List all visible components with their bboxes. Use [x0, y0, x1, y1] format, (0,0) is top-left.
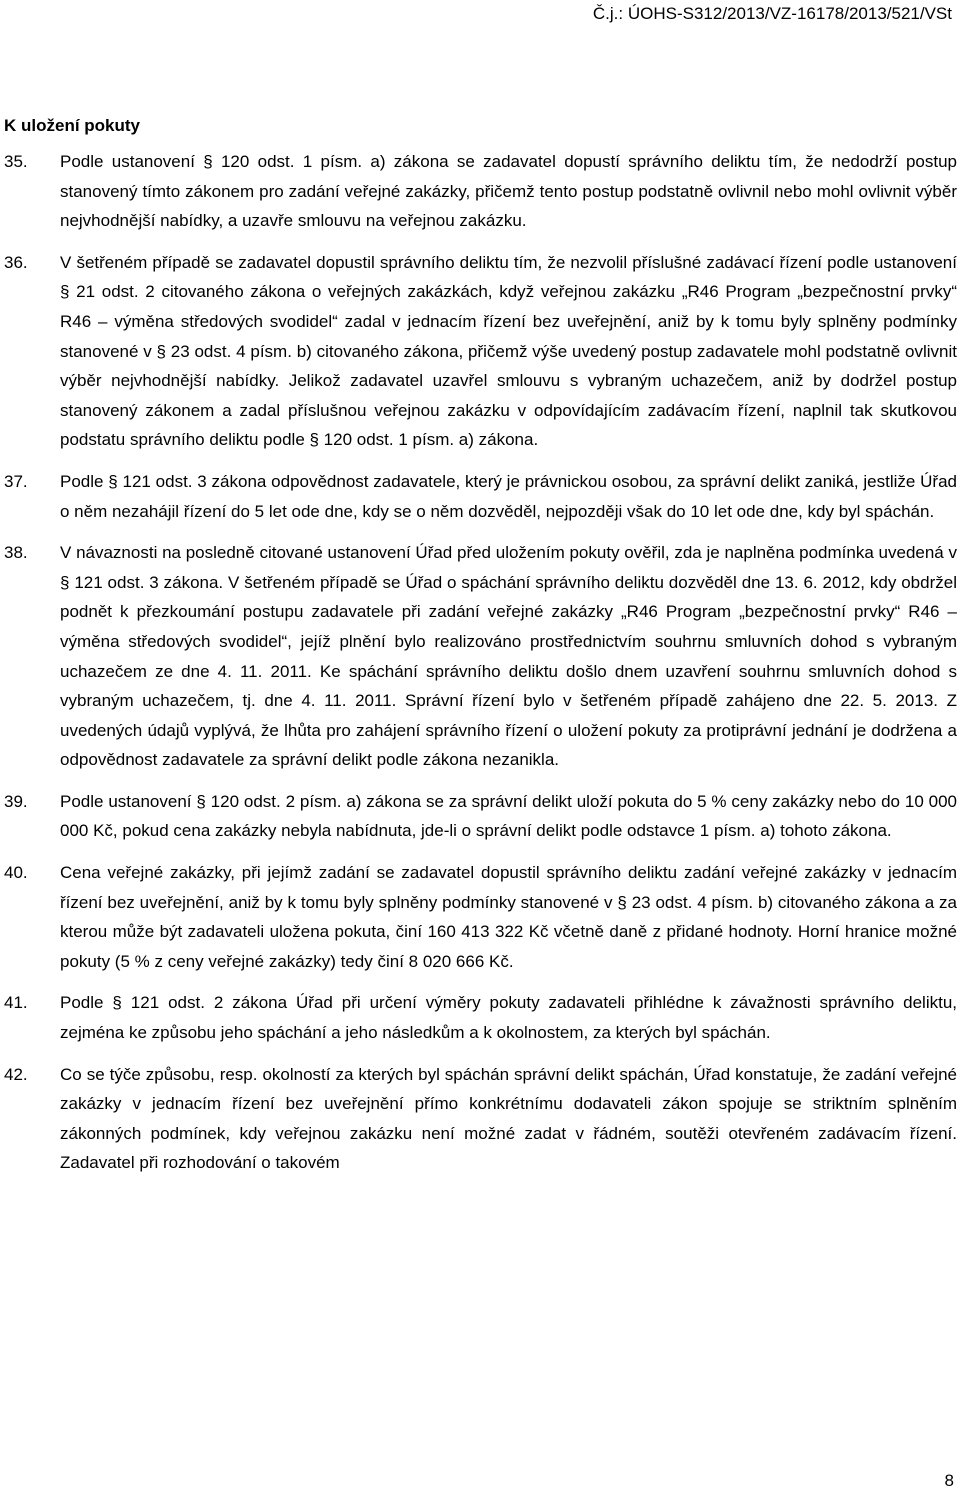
- paragraph-39: [0, 787, 960, 846]
- paragraph-41: [0, 988, 960, 1047]
- page-number: 8: [944, 1471, 954, 1490]
- paragraph-number: 39.: [4, 791, 28, 811]
- paragraph-40: [0, 858, 960, 976]
- paragraph-text: Podle ustanovení § 120 odst. 2 písm. a) zákona se za správní delikt uloží pokuta do 5 % ceny zakázky nebo do 10 000 000 Kč, pokud cena zakázky nebyla nabídnuta, jde-li o správní delikt podle odstavce 1 písm. a) tohoto zákona.: [60, 791, 957, 841]
- paragraph-37: [0, 467, 960, 526]
- paragraph-number: 36.: [4, 252, 28, 272]
- paragraph-text: Podle § 121 odst. 3 zákona odpovědnost zadavatele, který je právnickou osobou, za správní delikt zaniká, jestliže Úřad o něm nezahájil řízení do 5 let ode dne, kdy se o něm dozvěděl, nejpozději však do 10 let ode dne, kdy byl spáchán.: [60, 471, 957, 521]
- paragraph-number: 37.: [4, 471, 28, 491]
- paragraph-text: Co se týče způsobu, resp. okolností za kterých byl spáchán správní delikt spáchán, Úřad konstatuje, že zadání veřejné zakázky v jednacím řízení bez uveřejnění přímo konkrétnímu dodavateli zákon spojuje se striktním splněním zákonných podmínek, kdy veřejnou zakázku není možné zadat v řádném, soutěži otevřeném zadávacím řízení. Zadavatel při rozhodování o takovém: [60, 1064, 957, 1173]
- paragraph-number: 35.: [4, 152, 28, 171]
- paragraph-number: 41.: [4, 993, 28, 1013]
- paragraph-text: V návaznosti na posledně citované ustanovení Úřad před uložením pokuty ověřil, zda je naplněna podmínka uvedená v § 121 odst. 3 zákona. V šetřeném případě se Úřad o spáchání správního deliktu dozvěděl dne 13. 6. 2012, kdy obdržel podnět k přezkoumání postupu zadavatele při zadání veřejné zakázky „R46 Program „bezpečnostní prvky“ R46 – výměna středových svodidel“, jejíž plnění bylo realizováno prostřednictvím souhrnu smluvních dohod s vybraným uchazečem ze dne 4. 11. 2011. Ke spáchání správního deliktu došlo dnem uzavření souhrnu smluvních dohod s vybraným uchazečem, tj. dne 4. 11. 2011. Správní řízení bylo v šetřeném případě zahájeno dne 22. 5. 2013. Z uvedených údajů vyplývá, že lhůta pro zahájení správního řízení o uložení pokuty za protiprávní jednání je dodržena a odpovědnost zadavatele za správní delikt podle zákona nezanikla.: [60, 543, 957, 770]
- paragraph-text: Podle § 121 odst. 2 zákona Úřad při určení výměry pokuty zadavateli přihlédne k závažnosti správního deliktu, zejména ke způsobu jeho spáchání a jeho následkům a k okolnostem, za kterých byl spáchán.: [60, 993, 957, 1043]
- document-body: [0, 147, 960, 1190]
- paragraph-38: [0, 538, 960, 775]
- paragraph-number: 38.: [4, 543, 28, 563]
- paragraph-text: V šetřeném případě se zadavatel dopustil správního deliktu tím, že nezvolil příslušné zadávací řízení podle ustanovení § 21 odst. 2 citovaného zákona o veřejných zakázkách, když veřejnou zakázku „R46 Program „bezpečnostní prvky“ R46 – výměna středových svodidel“ zadal v jednacím řízení bez uveřejnění, aniž by k tomu byly splněny podmínky stanovené v § 23 odst. 4 písm. b) citovaného zákona, přičemž výše uvedený postup zadavatele mohl podstatně ovlivnit výběr nejvhodnější nabídky. Jelikož zadavatel uzavřel smlouvu s vybraným uchazečem, aniž by dodržel postup stanovený zákonem a zadal příslušnou veřejnou zakázku v odpovídajícím zadávacím řízení, naplnil tak skutkovou podstatu správního deliktu podle § 120 odst. 1 písm. a) zákona.: [60, 252, 957, 450]
- paragraph-text: Cena veřejné zakázky, při jejímž zadání se zadavatel dopustil správního deliktu zadání veřejné zakázky v jednacím řízení bez uveřejnění, aniž by k tomu byly splněny podmínky stanovené v § 23 odst. 4 písm. b) citovaného zákona a za kterou může být zadavateli uložena pokuta, činí 160 413 322 Kč včetně daně z přidané hodnoty. Horní hranice možné pokuty (5 % z ceny veřejné zakázky) tedy činí 8 020 666 Kč.: [60, 863, 957, 971]
- paragraph-number: 40.: [4, 863, 28, 883]
- paragraph-text: Podle ustanovení § 120 odst. 1 písm. a) zákona se zadavatel dopustí správního deliktu tím, že nedodrží postup stanovený tímto zákonem pro zadání veřejné zakázky, přičemž tento postup podstatně ovlivnil nebo mohl ovlivnit výběr nejvhodnější nabídky, a uzavře smlouvu na veřejnou zakázku.: [60, 152, 957, 231]
- document-reference: Č.j.: ÚOHS-S312/2013/VZ-16178/2013/521/VSt: [592, 4, 952, 23]
- paragraph-42: [0, 1060, 960, 1178]
- paragraph-35: [0, 147, 960, 236]
- paragraph-36: [0, 248, 960, 455]
- section-heading: K uložení pokuty: [4, 116, 140, 135]
- paragraph-number: 42.: [4, 1064, 28, 1084]
